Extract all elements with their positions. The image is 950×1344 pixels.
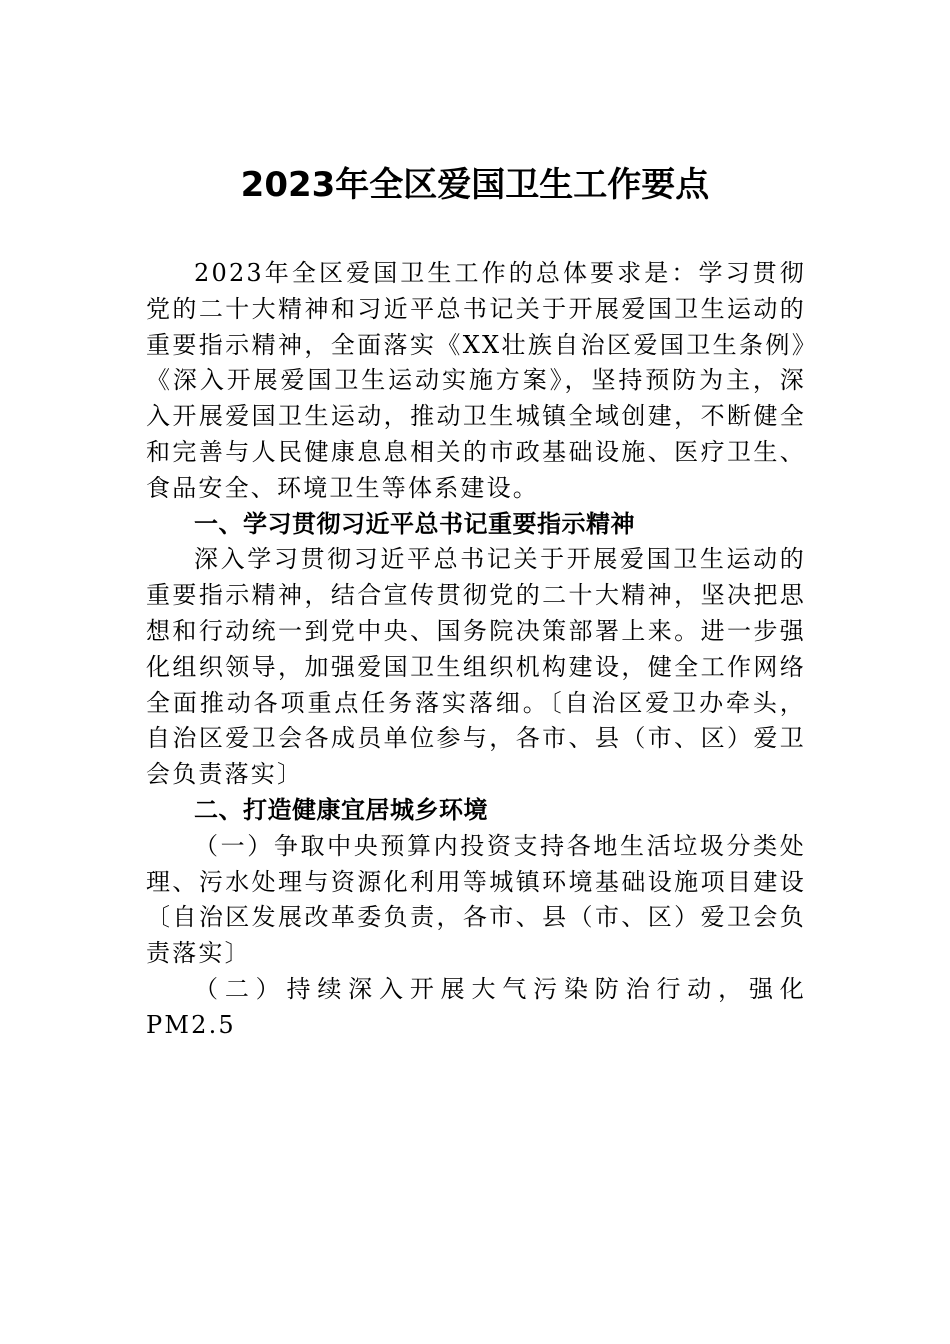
section-2-item-2: （二）持续深入开展大气污染防治行动，强化PM2.5 — [146, 974, 806, 1039]
section-2-heading: 二、打造健康宜居城乡环境 — [194, 795, 488, 824]
document-body — [146, 256, 806, 1044]
intro-paragraph: 2023年全区爱国卫生工作的总体要求是：学习贯彻党的二十大精神和习近平总书记关于开展爱国卫生运动的重要指示精神，全面落实《XX壮族自治区爱国卫生条例》《深入开展爱国卫生运动实施方案》，坚持预防为主，深入开展爱国卫生运动，推动卫生城镇全域创建，不断健全和完善与人民健康息息相关的市政基础设施、医疗卫生、食品安全、环境卫生等体系建设。 — [146, 259, 806, 502]
section-2-item-1: （一）争取中央预算内投资支持各地生活垃圾分类处理、污水处理与资源化利用等城镇环境基础设施项目建设〔自治区发展改革委负责，各市、县（市、区）爱卫会负责落实〕 — [146, 831, 806, 968]
section-1-paragraph: 深入学习贯彻习近平总书记关于开展爱国卫生运动的重要指示精神，结合宣传贯彻党的二十大精神，坚决把思想和行动统一到党中央、国务院决策部署上来。进一步强化组织领导，加强爱国卫生组织机构建设，健全工作网络全面推动各项重点任务落实落细。〔自治区爱卫办牵头，自治区爱卫会各成员单位参与，各市、县（市、区）爱卫会负责落实〕 — [146, 545, 806, 789]
section-1-heading: 一、学习贯彻习近平总书记重要指示精神 — [194, 509, 635, 538]
document-title: 2023年全区爱国卫生工作要点 — [240, 165, 710, 205]
